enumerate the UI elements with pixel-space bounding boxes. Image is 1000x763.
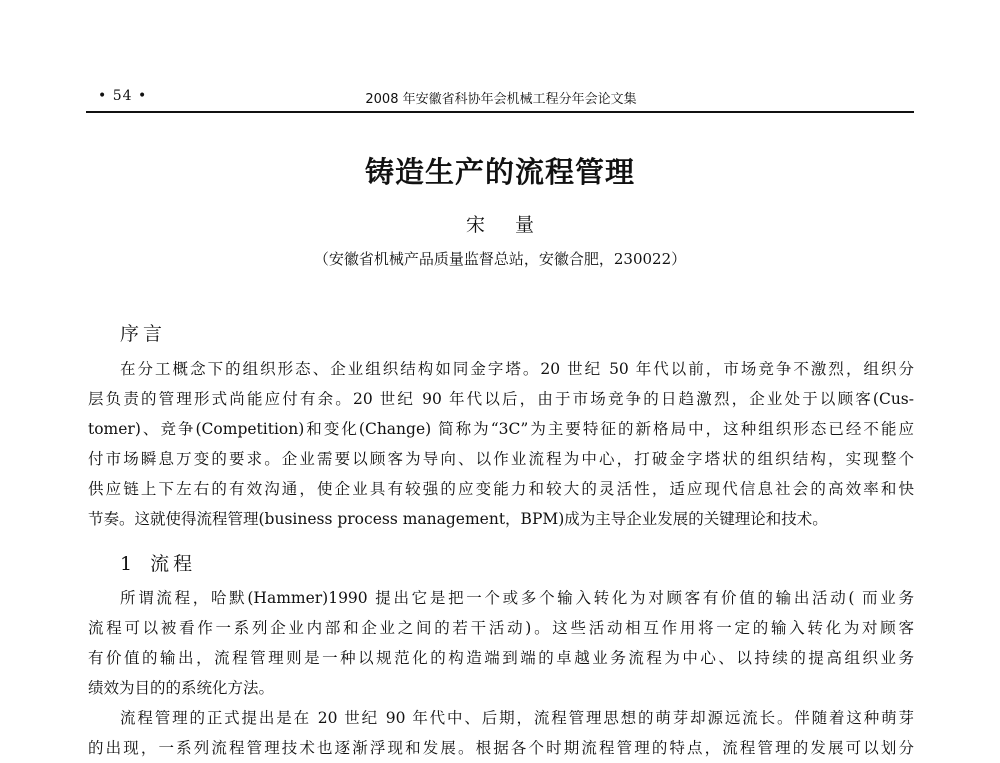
journal-title: 2008 年安徽省科协年会机械工程分年会论文集 [365,92,637,107]
text-line: 所谓流程，哈默(Hammer)1990 提出它是把一个或多个输入转化为对顾客有价值的输出活动( 而业务 [120,589,914,607]
text-line: 有价值的输出，流程管理则是一种以规范化的构造端到端的卓越业务流程为中心、以持续的提高组织业务 [88,649,914,667]
header-rule [86,111,914,113]
text-line: 节奏。这就使得流程管理(business process management，BPM)成为主导企业发展的关键理论和技术。 [88,510,828,528]
author-affiliation: （安徽省机械产品质量监督总站，安徽合肥，230022） [313,250,687,268]
text-line: 流程可以被看作一系列企业内部和企业之间的若干活动)。这些活动相互作用将一定的输入转化为对顾客 [88,619,914,637]
paragraph-process-history [88,703,914,763]
author-name: 宋 量 [465,214,547,236]
section-title: 流程 [150,553,197,575]
paper-title: 铸造生产的流程管理 [364,155,635,189]
section-heading-preface: 序言 [120,323,167,345]
text-line: 付市场瞬息万变的要求。企业需要以顾客为导向、以作业流程为中心，打破金字塔状的组织结构，实现整个 [88,450,914,468]
text-line: 流程管理的正式提出是在 20 世纪 90 年代中、后期，流程管理思想的萌芽却源远流长。伴随着这种萌芽 [120,709,914,727]
text-line: 供应链上下左右的有效沟通，使企业具有较强的应变能力和较大的灵活性，适应现代信息社会的高效率和快 [88,480,914,498]
paragraph-preface [88,354,914,534]
text-line: 在分工概念下的组织形态、企业组织结构如同金字塔。20 世纪 50 年代以前，市场竞争不激烈，组织分 [120,360,914,378]
section-number: 1 [120,553,137,575]
text-line: 绩效为目的的系统化方法。 [88,679,275,697]
running-header [90,86,912,108]
paragraph-process-definition [88,583,914,703]
text-line: 层负责的管理形式尚能应付有余。20 世纪 90 年代以后，由于市场竞争的日趋激烈，企业处于以顾客(Cus- [88,390,914,408]
page-number: • 54 • [98,88,148,104]
text-line: tomer)、竞争(Competition)和变化(Change) 简称为“3C”为主要特征的新格局中，这种组织形态已经不能应 [88,420,914,438]
section-heading-1 [120,549,196,576]
text-line: 的出现，一系列流程管理技术也逐渐浮现和发展。根据各个时期流程管理的特点，流程管理的发展可以划分 [88,739,914,757]
